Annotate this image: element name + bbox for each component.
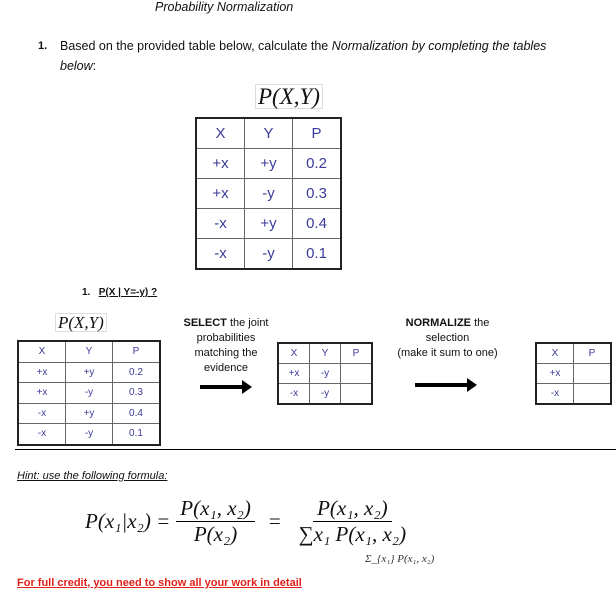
formula-lhs: P(x₁|x₂) =: [85, 509, 171, 533]
subquestion-text: P(X | Y=-y) ?: [98, 287, 158, 298]
table-cell: -y: [66, 424, 113, 445]
table-row: [278, 384, 372, 405]
table-cell: 0.2: [113, 362, 161, 383]
question-text: Based on the provided table below, calculate the: [60, 39, 332, 53]
table-cell: -x: [196, 239, 245, 270]
table-cell[interactable]: [341, 384, 373, 405]
footer-note: For full credit, you need to show all your work in detail: [17, 577, 302, 589]
table-row: [536, 384, 611, 405]
divider: [15, 449, 616, 450]
formula-denominator-1: P(x₂): [193, 522, 238, 546]
table-header-cell: X: [196, 118, 245, 149]
question-italic: Normalization by completing the tables below: [60, 39, 547, 73]
table-cell: +x: [536, 364, 574, 384]
formula-equals: =: [268, 509, 281, 533]
formula: [85, 496, 410, 547]
table-header-cell: P: [341, 343, 373, 364]
table-cell: +x: [278, 364, 310, 384]
table-row: [18, 383, 160, 404]
table-cell: -y: [310, 384, 341, 405]
table-cell: -y: [310, 364, 341, 384]
table-row: [196, 209, 341, 239]
table-cell: +x: [18, 362, 66, 383]
table-row: [18, 362, 160, 383]
question-end: :: [92, 59, 97, 73]
table-cell: +y: [245, 209, 293, 239]
formula-numerator-2: P(x₁, x₂): [313, 496, 392, 522]
arrow-right-icon: [200, 385, 246, 389]
table-header-row: [18, 341, 160, 362]
table-header-cell: Y: [310, 343, 341, 364]
table-header-cell: X: [18, 341, 66, 362]
table-cell: +y: [66, 403, 113, 424]
table-row: [196, 149, 341, 179]
table-header-row: [278, 343, 372, 364]
formula-numerator-1: P(x₁, x₂): [176, 496, 255, 522]
table-cell: -x: [18, 403, 66, 424]
subquestion: [82, 287, 157, 298]
table-cell: 0.3: [293, 179, 342, 209]
table-header-cell: X: [536, 343, 574, 364]
arrow-right-icon: [415, 383, 471, 387]
joint-label: [255, 84, 323, 109]
table-row: [196, 239, 341, 270]
normalize-instructions: [385, 316, 510, 361]
table-header-cell: Y: [66, 341, 113, 362]
table-cell: -x: [278, 384, 310, 405]
table-header-cell: P: [293, 118, 342, 149]
formula-denominator-2: ∑x₁ P(x₁, x₂): [298, 522, 407, 546]
table-cell: 0.4: [293, 209, 342, 239]
table-cell: 0.4: [113, 403, 161, 424]
table-cell: +y: [245, 149, 293, 179]
table-row: [278, 364, 372, 384]
table-header-cell: Y: [245, 118, 293, 149]
table-cell: -x: [536, 384, 574, 405]
table-header-cell: P: [574, 343, 612, 364]
select-bold: SELECT: [183, 317, 227, 329]
normalize-paren: (make it sum to one): [397, 347, 498, 359]
table-cell: -x: [196, 209, 245, 239]
select-instructions: [180, 316, 272, 376]
hint-text: Hint: use the following formula:: [17, 470, 168, 482]
table-cell: 0.3: [113, 383, 161, 404]
table-cell[interactable]: [341, 364, 373, 384]
table-cell[interactable]: [574, 364, 612, 384]
table-cell: 0.1: [293, 239, 342, 270]
table-cell: +x: [196, 179, 245, 209]
table-header-cell: X: [278, 343, 310, 364]
normalize-rest: the selection: [425, 317, 490, 344]
formula-denominator-2-source: Σ_{x₁} P(x₁, x₂): [365, 553, 435, 565]
table-row: [536, 364, 611, 384]
table-header-row: [196, 118, 341, 149]
select-rest: the joint probabilities matching the evidence: [194, 317, 269, 374]
joint-table: [195, 117, 342, 270]
question-1: [38, 36, 558, 76]
normalized-table: [535, 342, 612, 405]
table-header-cell: P: [113, 341, 161, 362]
table-cell: 0.2: [293, 149, 342, 179]
document-title: Probability Normalization: [155, 0, 294, 14]
table-cell: 0.1: [113, 424, 161, 445]
subquestion-number: 1.: [82, 287, 91, 298]
table-cell: +x: [196, 149, 245, 179]
normalize-bold: NORMALIZE: [405, 317, 472, 329]
table-cell: -y: [66, 383, 113, 404]
joint-label-text: P(X,Y): [258, 84, 320, 109]
table-row: [18, 403, 160, 424]
question-number: 1.: [38, 40, 48, 52]
table-cell: +y: [66, 362, 113, 383]
table-cell: -y: [245, 239, 293, 270]
joint-table-small: [17, 340, 161, 446]
table-cell[interactable]: [574, 384, 612, 405]
table-row: [18, 424, 160, 445]
table-header-row: [536, 343, 611, 364]
selected-table: [277, 342, 373, 405]
joint-label-small-text: P(X,Y): [58, 313, 104, 332]
joint-label-small: [55, 313, 107, 332]
table-row: [196, 179, 341, 209]
table-cell: -y: [245, 179, 293, 209]
table-cell: -x: [18, 424, 66, 445]
table-cell: +x: [18, 383, 66, 404]
